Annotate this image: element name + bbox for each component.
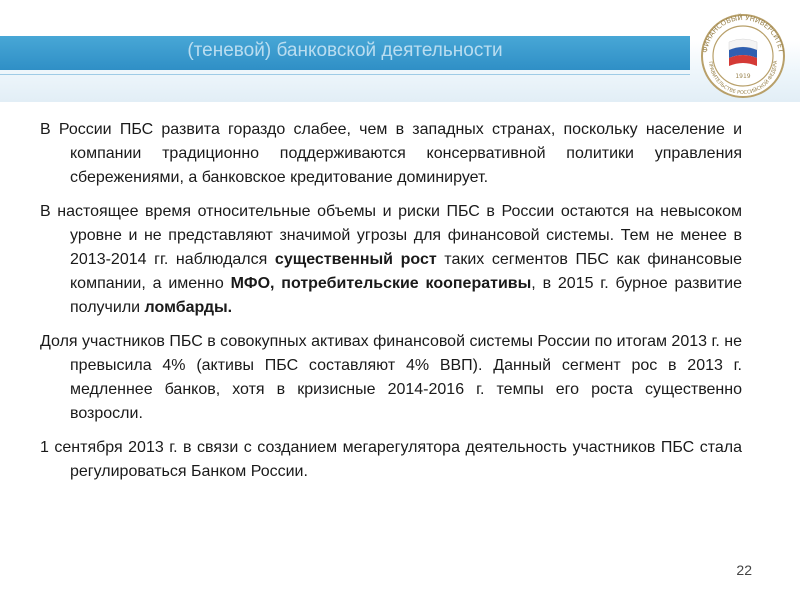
slide-body	[40, 118, 742, 494]
logo-top-text: ФИНАНСОВЫЙ УНИВЕРСИТЕТ	[701, 13, 785, 54]
title-bar	[0, 36, 690, 70]
text-segment: В России ПБС развита гораздо слабее, чем в западных странах, поскольку население и компании традиционно поддерживаются консервативной политики управления сбережениями, а банковское кредитование доминирует.	[40, 121, 742, 186]
bold-segment: существенный рост	[274, 251, 437, 268]
paragraph-4	[40, 436, 742, 484]
flag-icon	[729, 39, 757, 66]
bold-segment: МФО, потребительские кооперативы	[230, 275, 532, 292]
paragraph-1	[40, 118, 742, 190]
logo-year: 1919	[735, 73, 751, 80]
text-segment: таких сегментов ПБС как финансовые компании, а именно	[70, 251, 743, 292]
text-segment: Доля участников ПБС в совокупных активах финансовой системы России по итогам 2013 г. не превысила 4% (активы ПБС составляют 4% ВВП). Данный сегмент рос в 2013 г. медленнее банков, хотя в кризисные 2014-2016 г. темпы его роста существенно возросли.	[40, 333, 742, 422]
logo-bottom-text: ПРАВИТЕЛЬСТВЕ РОССИЙСКОЙ ФЕДЕРА	[706, 60, 780, 97]
university-seal-icon	[693, 12, 793, 98]
text-segment: 1 сентября 2013 г. в связи с созданием мегарегулятора деятельность участников ПБС стала регулироваться Банком России.	[40, 439, 742, 480]
paragraph-2	[40, 200, 742, 320]
text-segment: В настоящее время относительные объемы и риски ПБС в России остаются на невысоком уровне и не представляют значимой угрозы для финансовой системы. Тем не менее в 2013-2014 гг. наблюдался	[40, 203, 742, 268]
university-logo	[693, 12, 793, 98]
bold-segment: ломбарды.	[144, 299, 233, 316]
paragraph-3	[40, 330, 742, 426]
text-segment: , в 2015 г. бурное развитие получили	[70, 275, 743, 316]
title-underline	[0, 74, 690, 75]
slide-title: (теневой) банковской деятельности	[187, 40, 503, 61]
page-number: 22	[736, 562, 752, 578]
